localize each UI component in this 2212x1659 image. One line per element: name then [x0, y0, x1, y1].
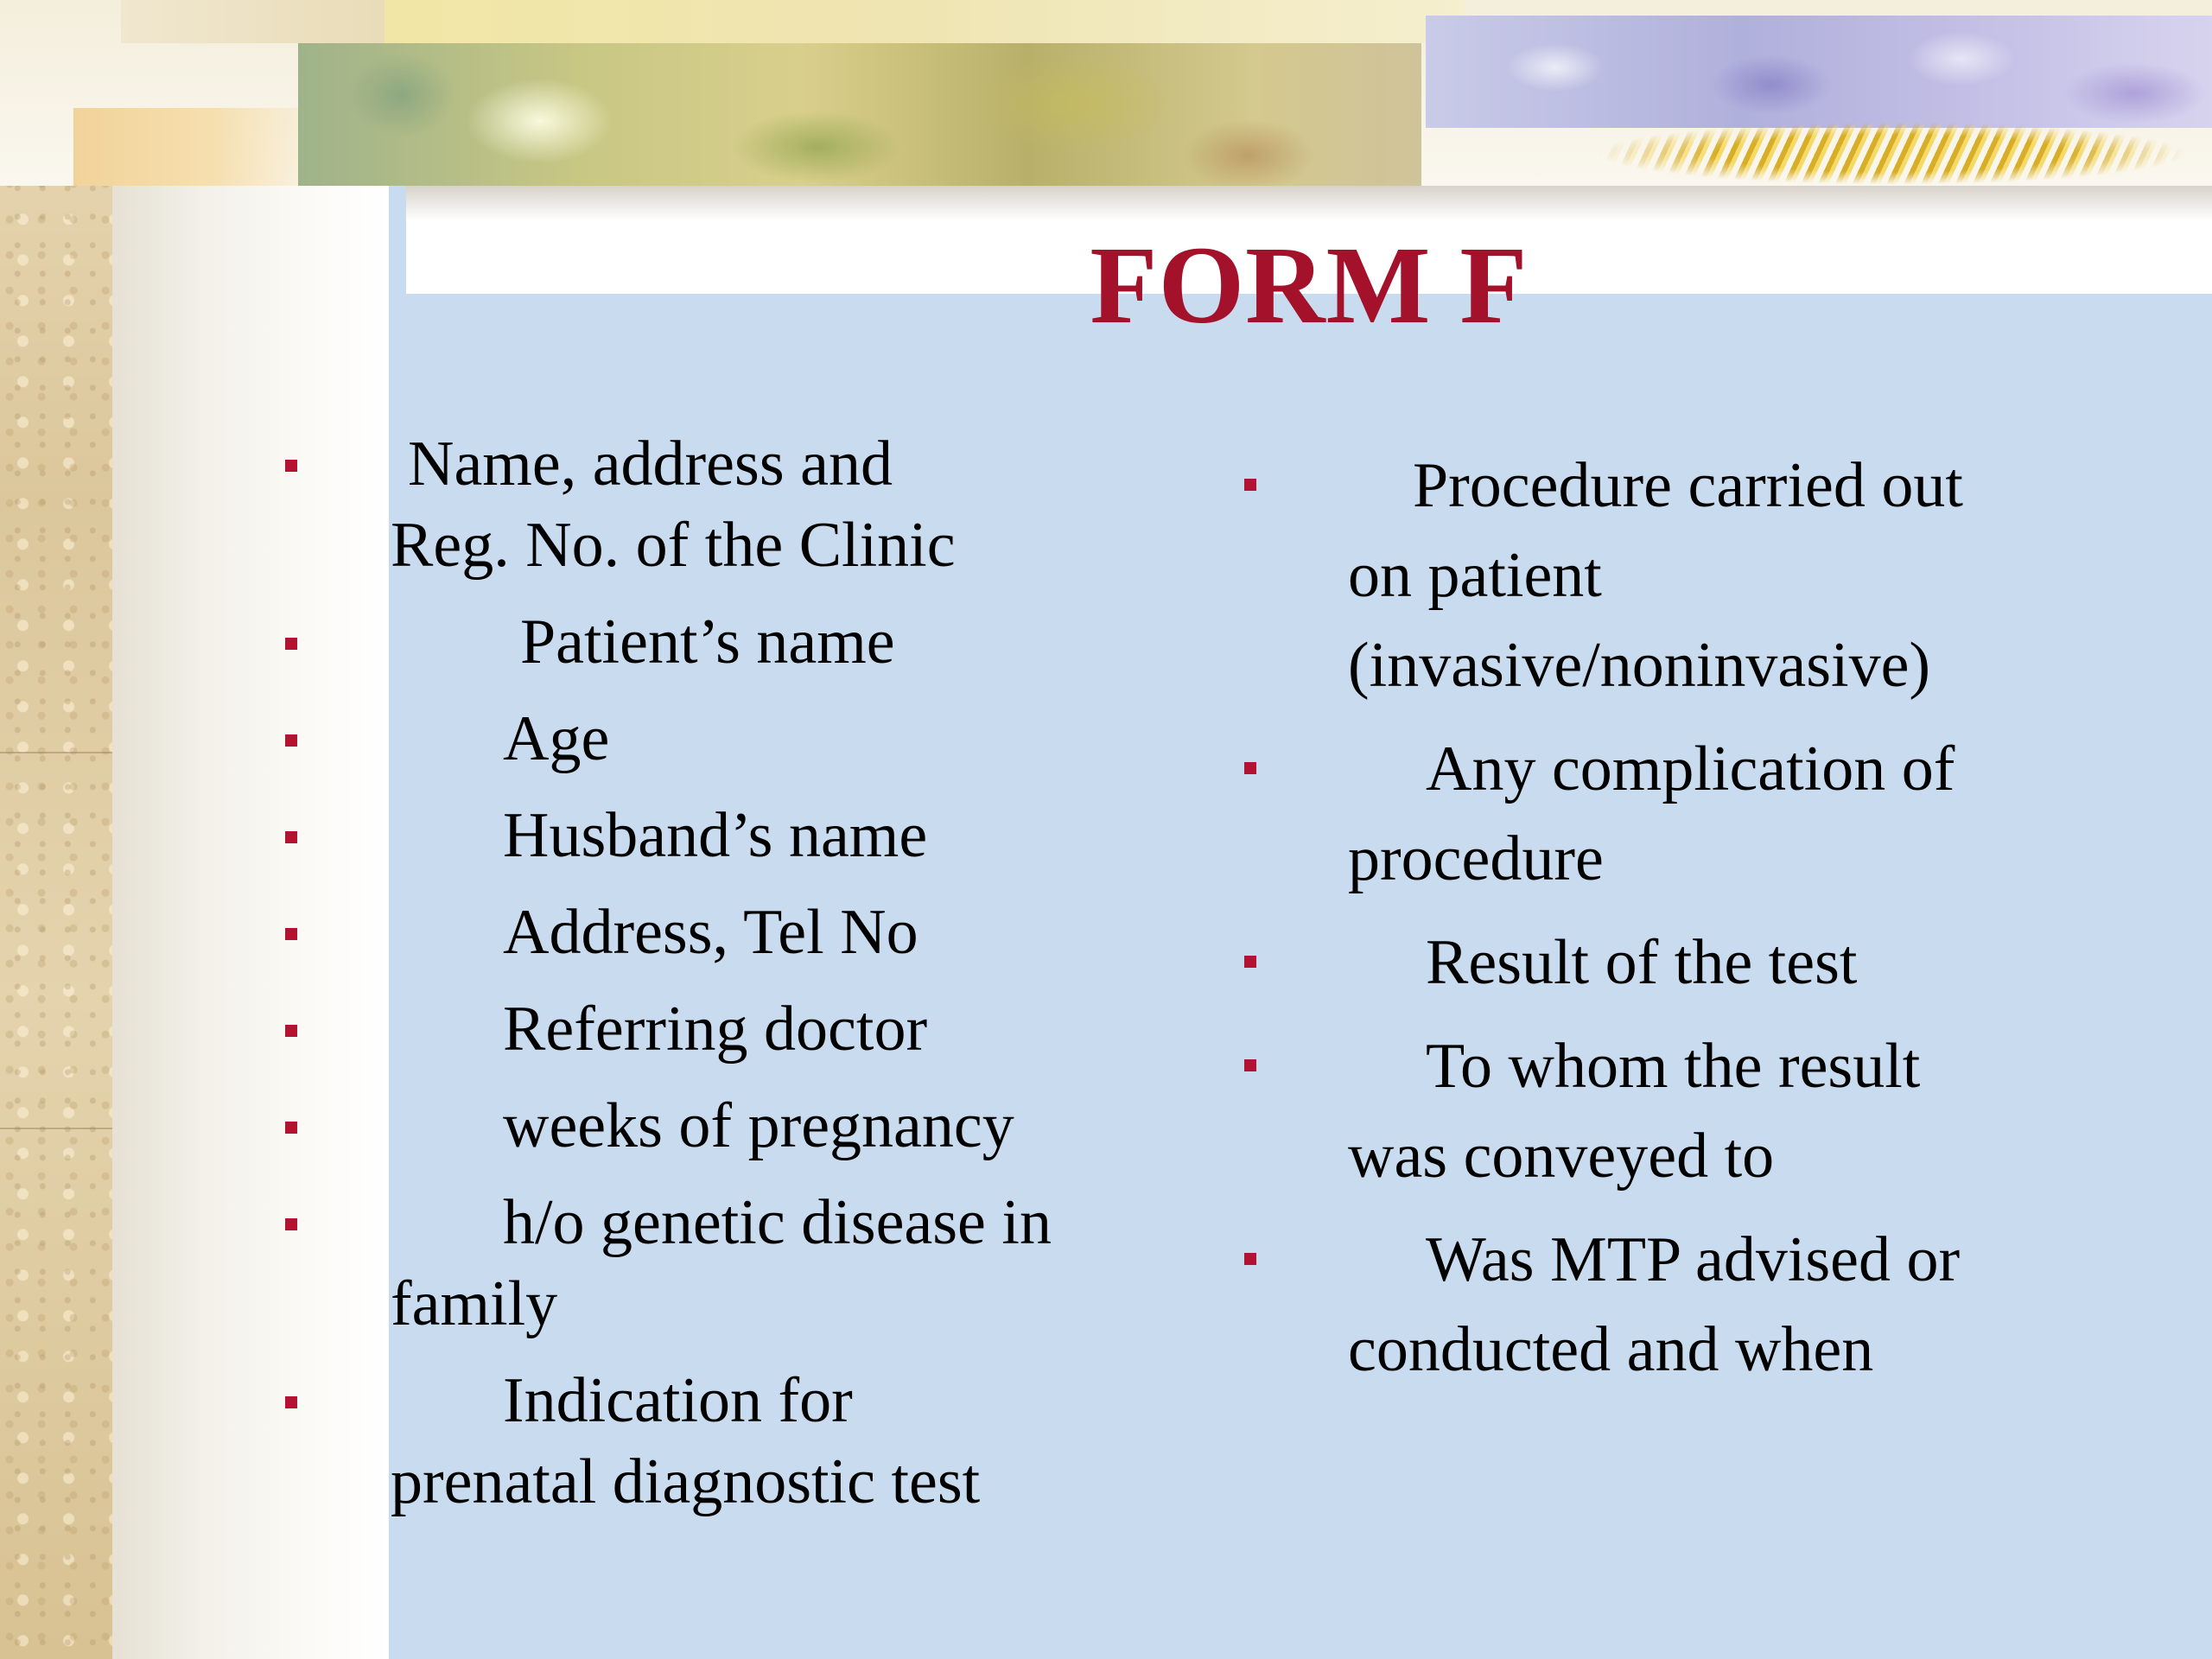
item-first-line: Procedure carried out [1413, 450, 1963, 521]
item-text [391, 1360, 1168, 1522]
item-first-line: Any complication of [1426, 734, 1955, 804]
banner-top-band [385, 0, 1465, 43]
banner-shadow [406, 186, 2212, 220]
parchment-seam [0, 752, 112, 753]
panel-edge [389, 186, 406, 294]
banner-left-top [121, 0, 385, 43]
item-first-line: Was MTP advised or [1426, 1224, 1961, 1295]
square-bullet-icon [285, 734, 297, 747]
square-bullet-icon [1244, 1059, 1256, 1071]
item-first-line: Husband’s name [503, 800, 928, 871]
list-item [391, 1182, 1168, 1344]
header-banner [0, 0, 2212, 186]
list-item [391, 698, 1168, 779]
item-text [391, 698, 1168, 779]
item-text [1348, 441, 2126, 710]
item-continuation: was conveyed to [1348, 1121, 1775, 1192]
item-first-line: To whom the result [1426, 1031, 1921, 1102]
left-bullet-list [391, 423, 1168, 1538]
item-continuation: conducted and when [1348, 1314, 1874, 1385]
square-bullet-icon [285, 1396, 297, 1408]
gold-wheat-image [1590, 121, 2195, 186]
square-bullet-icon [1244, 1253, 1256, 1265]
square-bullet-icon [285, 1218, 297, 1230]
list-item [1348, 724, 2126, 904]
item-first-line: Result of the test [1426, 927, 1858, 998]
parchment-texture-strip [0, 0, 112, 1659]
item-first-line: Referring doctor [503, 994, 928, 1065]
item-text [391, 423, 1168, 586]
item-first-line: Age [503, 703, 610, 774]
square-bullet-icon [1244, 762, 1256, 774]
blue-floral-image [1426, 16, 2212, 128]
right-bullet-list [1348, 441, 2126, 1408]
item-text [391, 601, 1168, 683]
square-bullet-icon [285, 460, 297, 472]
item-text [391, 988, 1168, 1070]
item-first-line: Indication for [503, 1365, 853, 1436]
item-first-line: Patient’s name [520, 607, 895, 677]
list-item [1348, 1215, 2126, 1395]
item-continuation: prenatal diagnostic test [391, 1446, 981, 1517]
square-bullet-icon [285, 1025, 297, 1037]
square-bullet-icon [285, 638, 297, 650]
item-first-line: h/o genetic disease in [503, 1187, 1052, 1258]
list-item [391, 892, 1168, 973]
slide-title: FORM F [1090, 224, 1529, 346]
list-item [391, 795, 1168, 876]
square-bullet-icon [1244, 479, 1256, 491]
item-text [1348, 918, 2126, 1007]
item-text [1348, 724, 2126, 904]
square-bullet-icon [285, 831, 297, 843]
item-first-line: Name, address and [408, 429, 893, 499]
banner-peach-block [73, 108, 307, 186]
item-first-line: weeks of pregnancy [503, 1090, 1014, 1161]
parchment-seam [0, 1128, 112, 1129]
item-text [391, 795, 1168, 876]
floral-image [298, 43, 1421, 186]
list-item [391, 1360, 1168, 1522]
list-item [1348, 441, 2126, 710]
item-continuation: family [391, 1268, 558, 1339]
item-first-line: Address, Tel No [503, 897, 918, 968]
square-bullet-icon [285, 1122, 297, 1134]
list-item [391, 601, 1168, 683]
item-text [1348, 1215, 2126, 1395]
item-text [391, 1182, 1168, 1344]
list-item [391, 423, 1168, 586]
beige-fade-strip [112, 186, 389, 1659]
item-continuation: procedure [1348, 823, 1604, 894]
item-continuation: Reg. No. of the Clinic [391, 510, 956, 581]
item-text [1348, 1021, 2126, 1201]
list-item [1348, 918, 2126, 1007]
item-text [391, 1085, 1168, 1166]
square-bullet-icon [285, 928, 297, 940]
list-item [391, 988, 1168, 1070]
list-item [1348, 1021, 2126, 1201]
square-bullet-icon [1244, 956, 1256, 968]
list-item [391, 1085, 1168, 1166]
item-continuation: on patient (invasive/noninvasive) [1348, 540, 1931, 701]
item-text [391, 892, 1168, 973]
